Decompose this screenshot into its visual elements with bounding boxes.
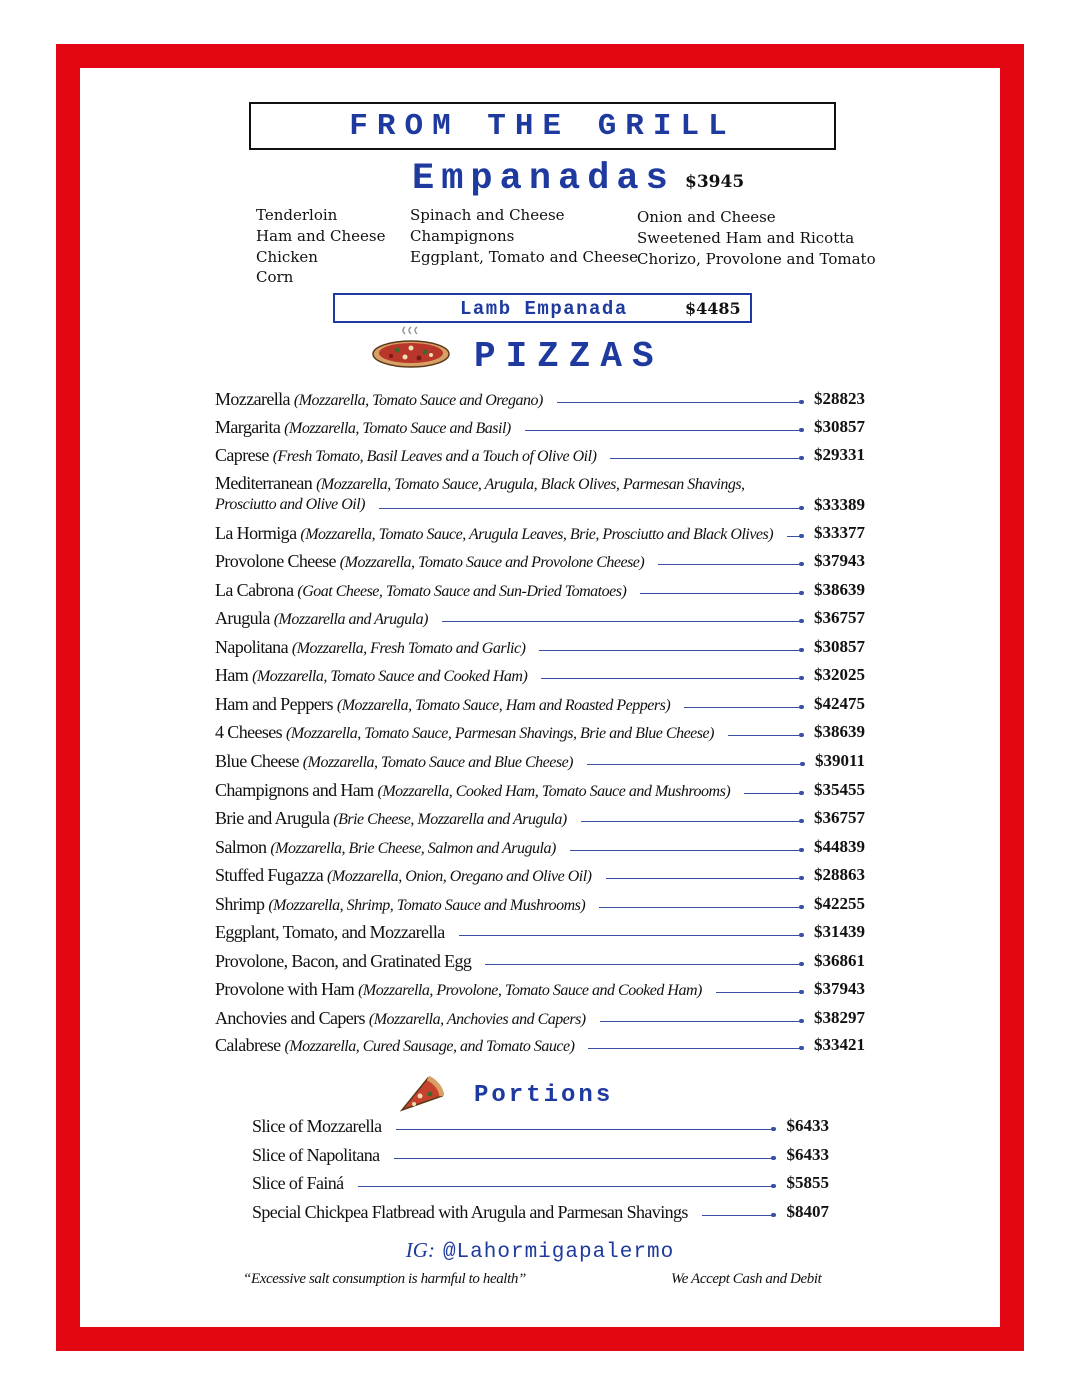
pizza-item-text-continued [215, 493, 365, 514]
pizza-name: Provolone Cheese [215, 551, 336, 571]
leader-line [541, 678, 802, 679]
empanadas-title: Empanadas [412, 158, 675, 200]
leader-line [358, 1186, 774, 1187]
pizza-ingredients: (Mozzarella, Tomato Sauce, Arugula Leaves, Brie, Prosciutto and Black Olives) [300, 526, 774, 543]
pizza-name: Champignons and Ham [215, 780, 374, 800]
pizza-ingredients: (Mozzarella, Anchovies and Capers) [368, 1011, 586, 1028]
pizza-item-text [215, 894, 585, 915]
leader-line [394, 1158, 774, 1159]
pizza-item [215, 837, 865, 863]
pizza-ingredients: (Mozzarella, Onion, Oregano and Olive Oil) [327, 868, 592, 885]
pizza-price: $29331 [814, 445, 865, 464]
pizza-name: Calabrese [215, 1035, 281, 1055]
pizza-item [215, 523, 865, 549]
pizza-name: La Hormiga [215, 523, 297, 543]
pizza-item-text [215, 445, 596, 466]
empanada-flavor: Sweetened Ham and Ricotta [637, 228, 855, 247]
pizza-item-text [215, 951, 471, 972]
pizza-name: Mediterranean [215, 473, 313, 493]
pizza-price: $38639 [814, 580, 865, 599]
portion-item [252, 1202, 829, 1228]
pizza-item-text [215, 1008, 586, 1029]
leader-line [610, 458, 802, 459]
pizza-item-text [215, 473, 745, 494]
pizza-name: Ham [215, 665, 249, 685]
portion-price: $8407 [786, 1202, 829, 1221]
portions-title: Portions [474, 1082, 614, 1109]
empanada-flavor: Onion and Cheese [637, 208, 776, 226]
empanada-flavor: Ham and Cheese [256, 226, 386, 245]
leader-line [599, 907, 802, 908]
leader-line [442, 621, 802, 622]
instagram-line [0, 1238, 1080, 1264]
pizza-ingredients: (Fresh Tomato, Basil Leaves and a Touch of Olive Oil) [272, 448, 597, 465]
pizza-price: $28863 [814, 865, 865, 884]
empanada-flavor: Eggplant, Tomato and Cheese [410, 247, 639, 266]
pizza-item-text [215, 722, 714, 743]
pizza-price: $33377 [814, 523, 865, 542]
pizza-item [215, 580, 865, 606]
pizza-price: $38297 [814, 1008, 865, 1027]
instagram-handle[interactable]: @Lahormigapalermo [442, 1241, 675, 1264]
leader-line [485, 964, 802, 965]
leader-line [539, 650, 802, 651]
pizza-name: Mozzarella [215, 389, 290, 409]
pizza-item [215, 608, 865, 634]
portion-name: Special Chickpea Flatbread with Arugula and Parmesan Shavings [252, 1202, 688, 1222]
empanadas-column-1 [256, 205, 385, 288]
pizza-name: Anchovies and Capers [215, 1008, 365, 1028]
pizza-item [215, 979, 865, 1005]
pizza-item [215, 722, 865, 748]
leader-line [581, 821, 802, 822]
empanadas-column-2 [410, 205, 638, 267]
lamb-empanada-price: $4485 [685, 299, 741, 318]
pizza-item-text [215, 637, 525, 658]
leader-line [379, 508, 802, 509]
empanada-flavor: Tenderloin [256, 206, 338, 224]
pizza-ingredients: (Mozzarella, Fresh Tomato and Garlic) [291, 640, 526, 657]
pizza-item [215, 951, 865, 977]
pizza-name: Brie and Arugula [215, 808, 330, 828]
portion-name: Slice of Napolitana [252, 1145, 380, 1165]
pizza-item-text [215, 389, 543, 410]
pizza-item [215, 808, 865, 834]
pizza-ingredients: (Mozzarella, Tomato Sauce and Provolone Cheese) [339, 554, 645, 571]
pizza-price: $42255 [814, 894, 865, 913]
pizza-item [215, 922, 865, 948]
pizza-item [215, 389, 865, 415]
pizza-item-text [215, 979, 702, 1000]
pizza-ingredients: (Mozzarella, Cooked Ham, Tomato Sauce and Mushrooms) [377, 783, 731, 800]
pizza-name: Eggplant, Tomato, and Mozzarella [215, 922, 445, 942]
pizza-ingredients: (Mozzarella and Arugula) [273, 611, 428, 628]
pizza-name: Napolitana [215, 637, 288, 657]
pizza-price: $37943 [814, 551, 865, 570]
pizza-name: Stuffed Fugazza [215, 865, 324, 885]
pizza-item-text [215, 1035, 574, 1056]
leader-line [716, 992, 802, 993]
portion-name: Slice of Mozzarella [252, 1116, 382, 1136]
pizza-ingredients: (Mozzarella, Provolone, Tomato Sauce and Cooked Ham) [358, 982, 702, 999]
leader-line [787, 536, 802, 537]
pizza-price: $36757 [814, 808, 865, 827]
pizza-ingredients: (Mozzarella, Tomato Sauce, Parmesan Shavings, Brie and Blue Cheese) [286, 725, 714, 742]
pizza-name: Arugula [215, 608, 270, 628]
pizza-item [215, 1008, 865, 1034]
pizza-item-text [215, 417, 511, 438]
pizza-price: $39011 [814, 751, 865, 770]
leader-line [640, 593, 802, 594]
pizza-item [215, 780, 865, 806]
pizza-item-text [215, 865, 592, 886]
empanadas-price: $3945 [685, 172, 745, 192]
pizza-ingredients: (Mozzarella, Tomato Sauce, Arugula, Black Olives, Parmesan Shavings, [316, 476, 745, 493]
pizza-price: $36757 [814, 608, 865, 627]
pizza-price: $30857 [814, 417, 865, 436]
pizza-price: $42475 [814, 694, 865, 713]
pizza-name: 4 Cheeses [215, 722, 283, 742]
pizza-item-text [215, 808, 567, 829]
pizza-price: $28823 [814, 389, 865, 408]
payment-note: We Accept Cash and Debit [671, 1271, 822, 1287]
pizza-item [215, 865, 865, 891]
empanada-flavor: Chorizo, Provolone and Tomato [637, 249, 876, 268]
pizza-item-text [215, 551, 644, 572]
lamb-empanada-name: Lamb Empanada [460, 298, 628, 320]
pizza-item [215, 1035, 865, 1061]
pizza-ingredients: (Mozzarella, Tomato Sauce and Oregano) [293, 392, 543, 409]
pizza-item [215, 551, 865, 577]
empanada-flavor: Champignons [410, 226, 515, 245]
pizza-name: Blue Cheese [215, 751, 299, 771]
pizza-price: $30857 [814, 637, 865, 656]
leader-line [728, 735, 802, 736]
pizza-ingredients: (Mozzarella, Brie Cheese, Salmon and Arugula) [270, 840, 556, 857]
pizza-item [215, 417, 865, 443]
leader-line [396, 1129, 774, 1130]
grill-title: FROM THE GRILL [349, 108, 736, 144]
pizza-item-text [215, 922, 445, 943]
section-title-grill [249, 102, 836, 150]
pizza-item-text [215, 780, 730, 801]
leader-line [606, 878, 802, 879]
pizza-item-text [215, 751, 573, 772]
pizza-item [215, 637, 865, 663]
empanada-flavor: Spinach and Cheese [410, 206, 565, 224]
pizza-price: $44839 [814, 837, 865, 856]
leader-line [658, 564, 802, 565]
pizza-item [215, 473, 865, 514]
pizza-slice-icon [398, 1074, 444, 1114]
leader-line [525, 430, 802, 431]
pizza-price: $32025 [814, 665, 865, 684]
pizza-name: Salmon [215, 837, 267, 857]
pizza-item-text [215, 837, 556, 858]
lamb-empanada-box [333, 293, 752, 323]
pizza-name: Margarita [215, 417, 281, 437]
leader-line [684, 707, 802, 708]
pizza-price: $38639 [814, 722, 865, 741]
pizza-item-text [215, 580, 626, 601]
pizza-name: Caprese [215, 445, 269, 465]
pizza-item-text [215, 523, 773, 544]
portion-name: Slice of Fainá [252, 1173, 344, 1193]
pizza-price: $35455 [814, 780, 865, 799]
pizza-name: Ham and Peppers [215, 694, 333, 714]
pizza-price: $33421 [814, 1035, 865, 1054]
leader-line [744, 793, 802, 794]
pizza-icon [371, 326, 451, 370]
pizza-ingredients: (Mozzarella, Tomato Sauce and Basil) [284, 420, 511, 437]
portion-item [252, 1145, 829, 1171]
pizza-ingredients: (Brie Cheese, Mozzarella and Arugula) [333, 811, 567, 828]
pizza-item [215, 445, 865, 471]
leader-line [600, 1021, 802, 1022]
pizza-ingredients: (Mozzarella, Tomato Sauce and Cooked Ham) [252, 668, 528, 685]
pizza-item [215, 665, 865, 691]
pizza-item-text [215, 608, 428, 629]
pizza-item-text [215, 665, 527, 686]
leader-line [587, 764, 803, 765]
instagram-label: IG: [405, 1238, 435, 1262]
health-note: “Excessive salt consumption is harmful to health” [243, 1271, 526, 1287]
leader-line [702, 1215, 774, 1216]
pizza-price: $37943 [814, 979, 865, 998]
empanadas-column-3 [637, 207, 876, 269]
leader-line [459, 935, 802, 936]
leader-line [557, 402, 802, 403]
empanada-flavor: Corn [256, 268, 294, 287]
portion-price: $6433 [786, 1116, 829, 1135]
pizza-ingredients: (Mozzarella, Tomato Sauce, Ham and Roasted Peppers) [336, 697, 671, 714]
pizza-name: La Cabrona [215, 580, 294, 600]
pizza-item [215, 751, 865, 777]
pizza-ingredients: (Mozzarella, Shrimp, Tomato Sauce and Mushrooms) [268, 897, 586, 914]
leader-line [570, 850, 802, 851]
portion-item [252, 1116, 829, 1142]
pizza-item-text [215, 694, 670, 715]
pizza-ingredients: (Mozzarella, Cured Sausage, and Tomato Sauce) [284, 1038, 575, 1055]
portion-price: $6433 [786, 1145, 829, 1164]
pizza-item [215, 694, 865, 720]
pizza-name: Shrimp [215, 894, 265, 914]
pizza-ingredients: (Mozzarella, Tomato Sauce and Blue Cheese) [302, 754, 573, 771]
empanada-flavor: Chicken [256, 247, 318, 266]
pizza-name: Provolone, Bacon, and Gratinated Egg [215, 951, 472, 971]
pizza-price: $31439 [814, 922, 865, 941]
pizza-name: Provolone with Ham [215, 979, 355, 999]
portion-price: $5855 [786, 1173, 829, 1192]
pizza-price: $33389 [814, 495, 865, 514]
pizza-ingredients: Prosciutto and Olive Oil) [215, 496, 365, 513]
portion-item [252, 1173, 829, 1199]
pizza-price: $36861 [814, 951, 865, 970]
pizzas-title: PIZZAS [474, 336, 664, 377]
pizza-ingredients: (Goat Cheese, Tomato Sauce and Sun-Dried Tomatoes) [297, 583, 627, 600]
pizza-item [215, 894, 865, 920]
leader-line [588, 1048, 802, 1049]
